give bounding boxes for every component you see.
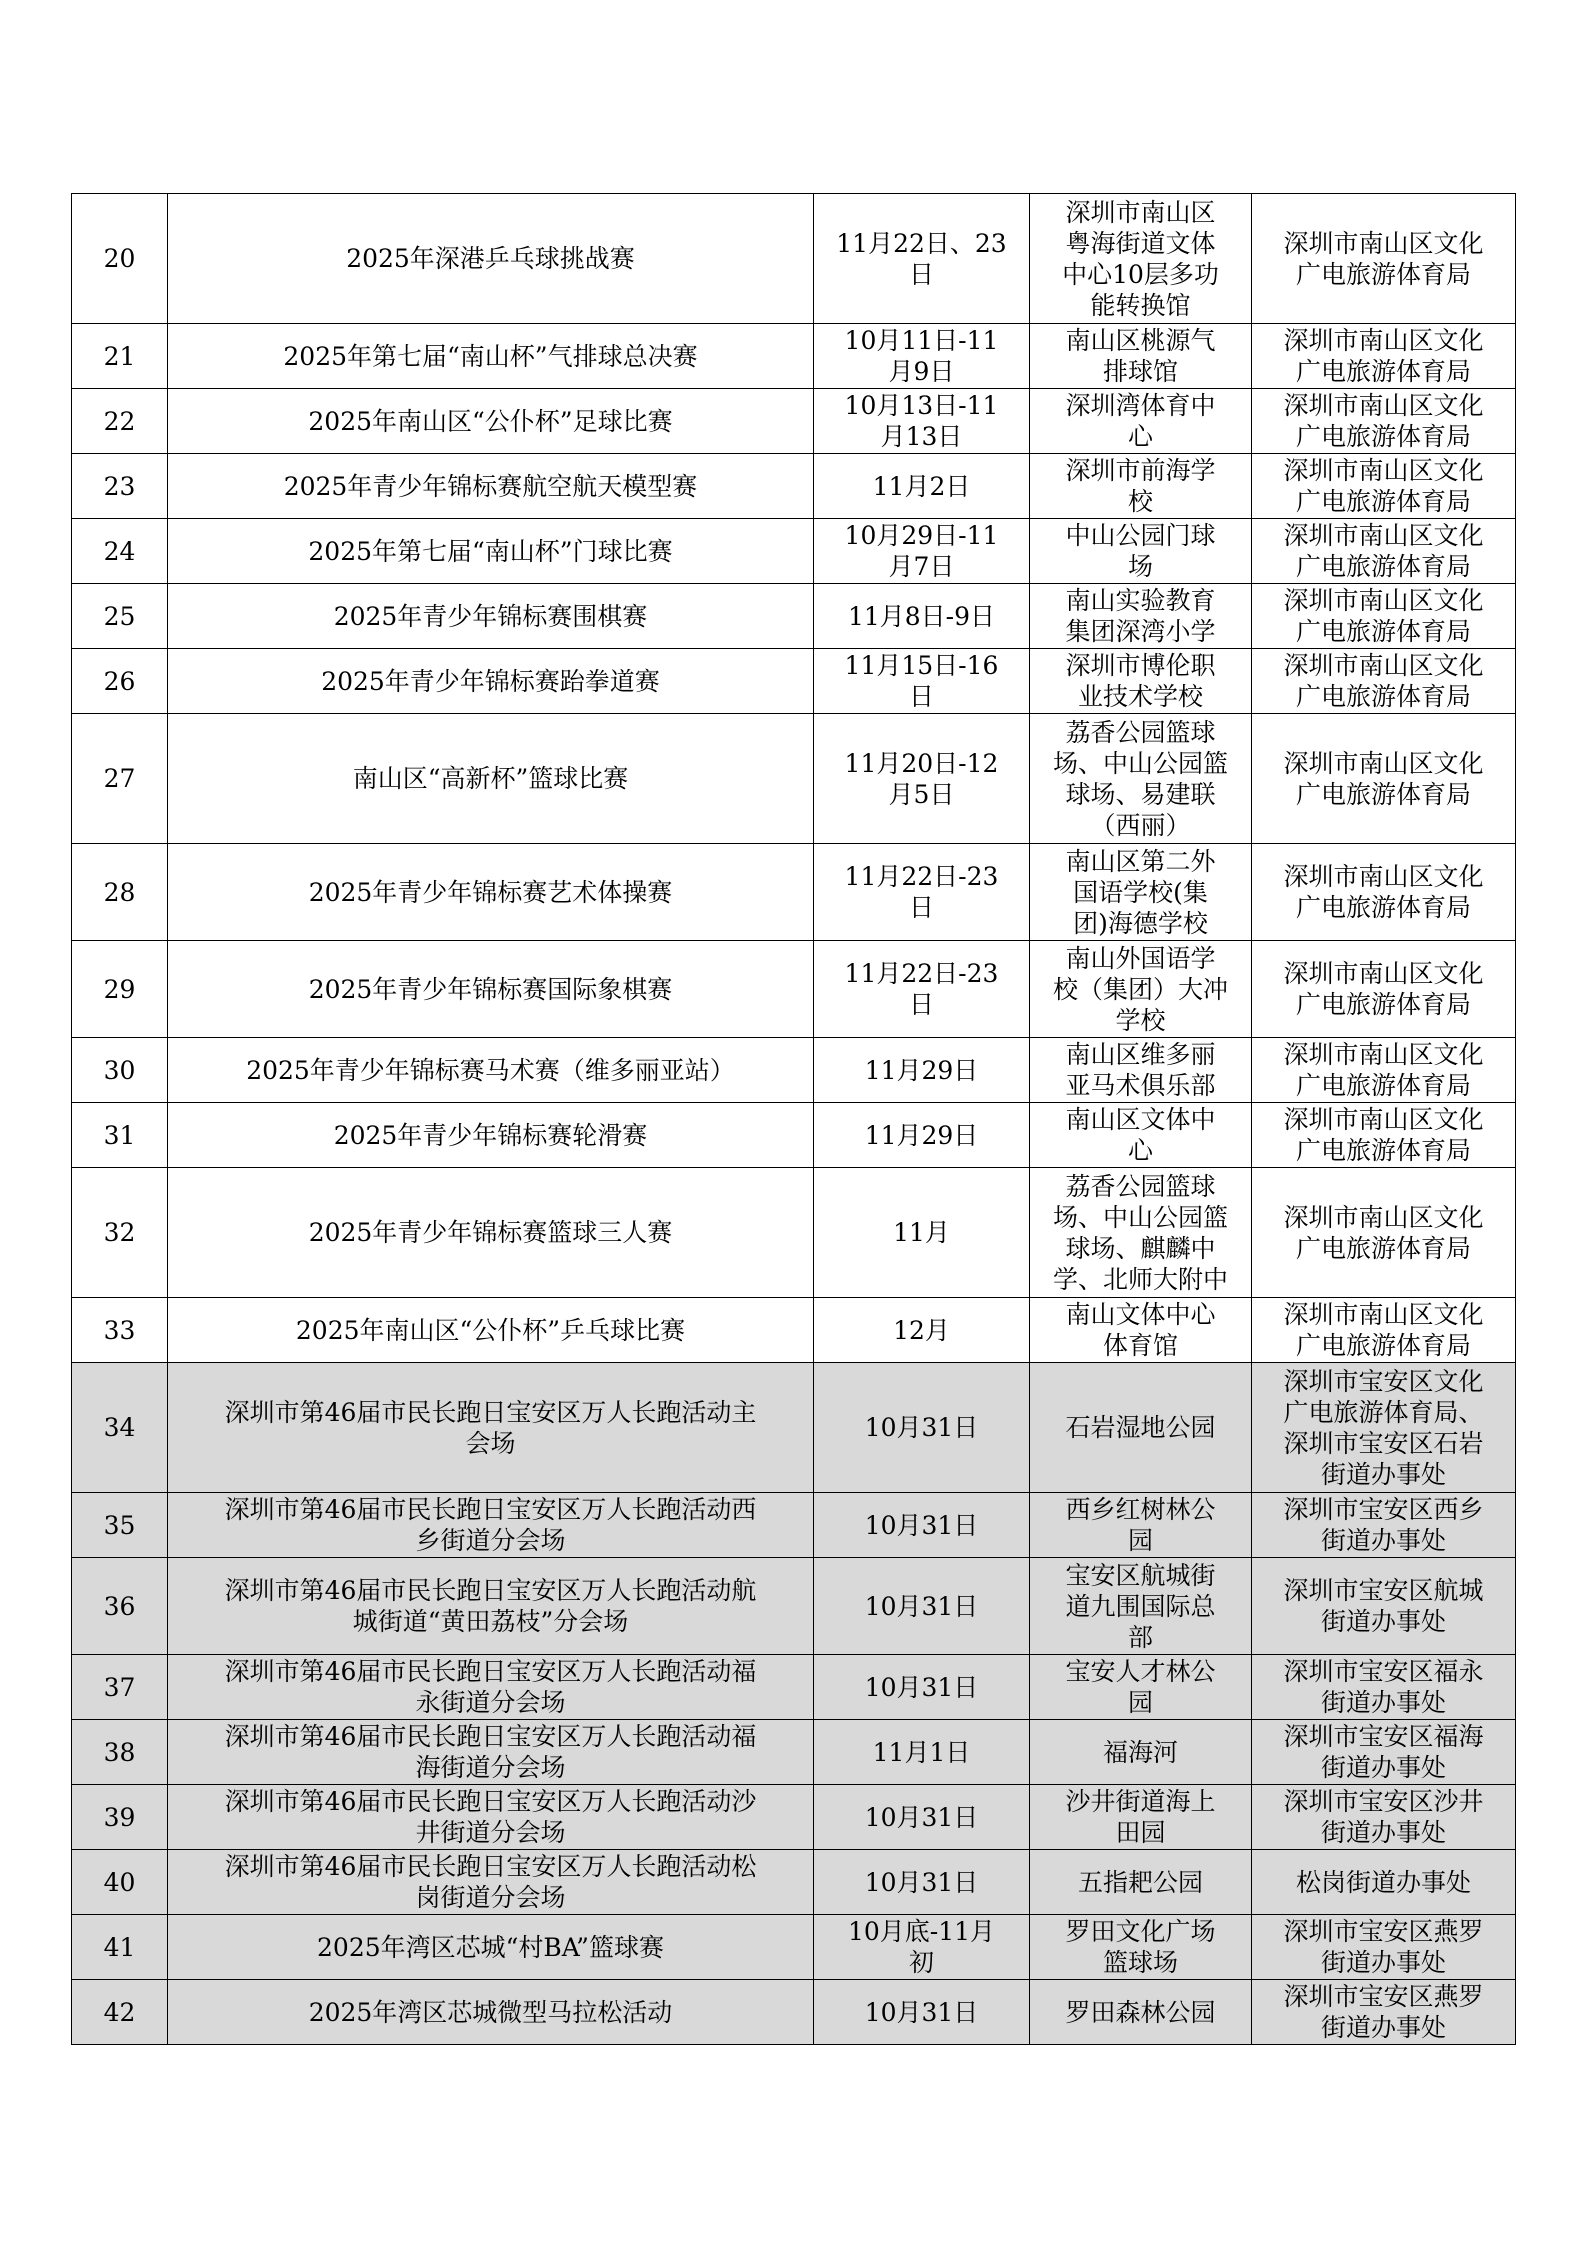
event-name: 2025年青少年锦标赛马术赛（维多丽亚站） — [168, 1038, 814, 1103]
event-organizer: 深圳市南山区文化 广电旅游体育局 — [1252, 1168, 1516, 1298]
event-name: 2025年青少年锦标赛篮球三人赛 — [168, 1168, 814, 1298]
event-name: 2025年深港乒乓球挑战赛 — [168, 194, 814, 324]
table-row — [72, 1785, 1516, 1850]
event-name: 南山区“高新杯”篮球比赛 — [168, 714, 814, 844]
event-name: 深圳市第46届市民长跑日宝安区万人长跑活动松 岗街道分会场 — [168, 1850, 814, 1915]
event-date: 10月31日 — [814, 1980, 1030, 2045]
event-date: 11月15日-16 日 — [814, 649, 1030, 714]
event-location: 五指耙公园 — [1030, 1850, 1252, 1915]
event-date: 10月31日 — [814, 1363, 1030, 1493]
event-schedule-table — [71, 193, 1516, 2045]
event-date: 10月31日 — [814, 1558, 1030, 1655]
event-organizer: 深圳市南山区文化 广电旅游体育局 — [1252, 194, 1516, 324]
table-row — [72, 1655, 1516, 1720]
event-organizer: 深圳市南山区文化 广电旅游体育局 — [1252, 844, 1516, 941]
event-location: 中山公园门球 场 — [1030, 519, 1252, 584]
row-number: 42 — [72, 1980, 168, 2045]
event-date: 11月29日 — [814, 1103, 1030, 1168]
event-location: 南山区桃源气 排球馆 — [1030, 324, 1252, 389]
event-location: 宝安区航城街 道九围国际总 部 — [1030, 1558, 1252, 1655]
event-location: 深圳市南山区 粤海街道文体 中心10层多功 能转换馆 — [1030, 194, 1252, 324]
table-row — [72, 1980, 1516, 2045]
table-row — [72, 714, 1516, 844]
event-name: 2025年南山区“公仆杯”乒乓球比赛 — [168, 1298, 814, 1363]
event-date: 11月29日 — [814, 1038, 1030, 1103]
event-organizer: 深圳市宝安区西乡 街道办事处 — [1252, 1493, 1516, 1558]
row-number: 25 — [72, 584, 168, 649]
event-name: 2025年第七届“南山杯”门球比赛 — [168, 519, 814, 584]
event-organizer: 深圳市宝安区沙井 街道办事处 — [1252, 1785, 1516, 1850]
row-number: 35 — [72, 1493, 168, 1558]
event-date: 11月20日-12 月5日 — [814, 714, 1030, 844]
row-number: 38 — [72, 1720, 168, 1785]
event-organizer: 深圳市南山区文化 广电旅游体育局 — [1252, 324, 1516, 389]
row-number: 36 — [72, 1558, 168, 1655]
row-number: 37 — [72, 1655, 168, 1720]
row-number: 21 — [72, 324, 168, 389]
table-row — [72, 519, 1516, 584]
event-location: 南山区文体中 心 — [1030, 1103, 1252, 1168]
row-number: 27 — [72, 714, 168, 844]
event-name: 深圳市第46届市民长跑日宝安区万人长跑活动沙 井街道分会场 — [168, 1785, 814, 1850]
event-date: 11月22日、23 日 — [814, 194, 1030, 324]
table-row — [72, 1298, 1516, 1363]
event-organizer: 深圳市宝安区燕罗 街道办事处 — [1252, 1915, 1516, 1980]
table-row — [72, 324, 1516, 389]
event-name: 深圳市第46届市民长跑日宝安区万人长跑活动主 会场 — [168, 1363, 814, 1493]
event-name: 深圳市第46届市民长跑日宝安区万人长跑活动福 海街道分会场 — [168, 1720, 814, 1785]
event-organizer: 深圳市宝安区福海 街道办事处 — [1252, 1720, 1516, 1785]
event-location: 南山外国语学 校（集团）大冲 学校 — [1030, 941, 1252, 1038]
row-number: 31 — [72, 1103, 168, 1168]
row-number: 24 — [72, 519, 168, 584]
row-number: 26 — [72, 649, 168, 714]
row-number: 33 — [72, 1298, 168, 1363]
event-name: 2025年青少年锦标赛航空航天模型赛 — [168, 454, 814, 519]
event-location: 沙井街道海上 田园 — [1030, 1785, 1252, 1850]
event-date: 11月22日-23 日 — [814, 941, 1030, 1038]
event-organizer: 深圳市宝安区航城 街道办事处 — [1252, 1558, 1516, 1655]
event-date: 10月11日-11 月9日 — [814, 324, 1030, 389]
event-organizer: 深圳市南山区文化 广电旅游体育局 — [1252, 714, 1516, 844]
row-number: 20 — [72, 194, 168, 324]
table-row — [72, 1720, 1516, 1785]
event-location: 荔香公园篮球 场、中山公园篮 球场、麒麟中 学、北师大附中 — [1030, 1168, 1252, 1298]
table-row — [72, 649, 1516, 714]
event-date: 11月22日-23 日 — [814, 844, 1030, 941]
event-organizer: 深圳市宝安区福永 街道办事处 — [1252, 1655, 1516, 1720]
row-number: 40 — [72, 1850, 168, 1915]
event-location: 福海河 — [1030, 1720, 1252, 1785]
event-date: 10月13日-11 月13日 — [814, 389, 1030, 454]
row-number: 23 — [72, 454, 168, 519]
event-date: 10月31日 — [814, 1493, 1030, 1558]
event-date: 11月2日 — [814, 454, 1030, 519]
event-location: 南山区第二外 国语学校(集 团)海德学校 — [1030, 844, 1252, 941]
event-organizer: 深圳市南山区文化 广电旅游体育局 — [1252, 519, 1516, 584]
event-location: 荔香公园篮球 场、中山公园篮 球场、易建联 （西丽） — [1030, 714, 1252, 844]
table-row — [72, 1038, 1516, 1103]
table-row — [72, 1850, 1516, 1915]
event-name: 2025年青少年锦标赛艺术体操赛 — [168, 844, 814, 941]
event-organizer: 深圳市宝安区燕罗 街道办事处 — [1252, 1980, 1516, 2045]
table-row — [72, 941, 1516, 1038]
table-row — [72, 1558, 1516, 1655]
event-name: 2025年青少年锦标赛轮滑赛 — [168, 1103, 814, 1168]
table-row — [72, 1363, 1516, 1493]
event-name: 深圳市第46届市民长跑日宝安区万人长跑活动西 乡街道分会场 — [168, 1493, 814, 1558]
row-number: 29 — [72, 941, 168, 1038]
event-location: 深圳市前海学 校 — [1030, 454, 1252, 519]
event-organizer: 深圳市南山区文化 广电旅游体育局 — [1252, 649, 1516, 714]
event-date: 11月 — [814, 1168, 1030, 1298]
row-number: 30 — [72, 1038, 168, 1103]
table-row — [72, 1168, 1516, 1298]
table-row — [72, 194, 1516, 324]
event-organizer: 松岗街道办事处 — [1252, 1850, 1516, 1915]
event-location: 南山实验教育 集团深湾小学 — [1030, 584, 1252, 649]
event-location: 南山文体中心 体育馆 — [1030, 1298, 1252, 1363]
row-number: 41 — [72, 1915, 168, 1980]
event-date: 10月31日 — [814, 1785, 1030, 1850]
event-organizer: 深圳市宝安区文化 广电旅游体育局、 深圳市宝安区石岩 街道办事处 — [1252, 1363, 1516, 1493]
event-location: 罗田森林公园 — [1030, 1980, 1252, 2045]
event-name: 2025年第七届“南山杯”气排球总决赛 — [168, 324, 814, 389]
event-organizer: 深圳市南山区文化 广电旅游体育局 — [1252, 389, 1516, 454]
event-location: 罗田文化广场 篮球场 — [1030, 1915, 1252, 1980]
event-location: 石岩湿地公园 — [1030, 1363, 1252, 1493]
event-date: 12月 — [814, 1298, 1030, 1363]
row-number: 22 — [72, 389, 168, 454]
event-organizer: 深圳市南山区文化 广电旅游体育局 — [1252, 454, 1516, 519]
event-organizer: 深圳市南山区文化 广电旅游体育局 — [1252, 584, 1516, 649]
event-date: 11月1日 — [814, 1720, 1030, 1785]
event-date: 11月8日-9日 — [814, 584, 1030, 649]
row-number: 28 — [72, 844, 168, 941]
event-name: 2025年南山区“公仆杯”足球比赛 — [168, 389, 814, 454]
table-row — [72, 389, 1516, 454]
event-date: 10月31日 — [814, 1850, 1030, 1915]
table-row — [72, 584, 1516, 649]
table-row — [72, 454, 1516, 519]
event-name: 2025年湾区芯城微型马拉松活动 — [168, 1980, 814, 2045]
event-location: 深圳湾体育中 心 — [1030, 389, 1252, 454]
event-date: 10月31日 — [814, 1655, 1030, 1720]
row-number: 39 — [72, 1785, 168, 1850]
event-name: 深圳市第46届市民长跑日宝安区万人长跑活动福 永街道分会场 — [168, 1655, 814, 1720]
event-organizer: 深圳市南山区文化 广电旅游体育局 — [1252, 1103, 1516, 1168]
event-organizer: 深圳市南山区文化 广电旅游体育局 — [1252, 1298, 1516, 1363]
table-row — [72, 1915, 1516, 1980]
event-name: 2025年青少年锦标赛围棋赛 — [168, 584, 814, 649]
event-organizer: 深圳市南山区文化 广电旅游体育局 — [1252, 1038, 1516, 1103]
table-row — [72, 844, 1516, 941]
table-row — [72, 1103, 1516, 1168]
event-location: 宝安人才林公 园 — [1030, 1655, 1252, 1720]
row-number: 34 — [72, 1363, 168, 1493]
event-location: 南山区维多丽 亚马术俱乐部 — [1030, 1038, 1252, 1103]
table-body — [72, 194, 1516, 2045]
event-date: 10月29日-11 月7日 — [814, 519, 1030, 584]
event-name: 2025年青少年锦标赛国际象棋赛 — [168, 941, 814, 1038]
event-organizer: 深圳市南山区文化 广电旅游体育局 — [1252, 941, 1516, 1038]
row-number: 32 — [72, 1168, 168, 1298]
event-name: 2025年青少年锦标赛跆拳道赛 — [168, 649, 814, 714]
table-row — [72, 1493, 1516, 1558]
event-name: 深圳市第46届市民长跑日宝安区万人长跑活动航 城街道“黄田荔枝”分会场 — [168, 1558, 814, 1655]
event-location: 西乡红树林公 园 — [1030, 1493, 1252, 1558]
event-date: 10月底-11月 初 — [814, 1915, 1030, 1980]
event-location: 深圳市博伦职 业技术学校 — [1030, 649, 1252, 714]
event-name: 2025年湾区芯城“村BA”篮球赛 — [168, 1915, 814, 1980]
